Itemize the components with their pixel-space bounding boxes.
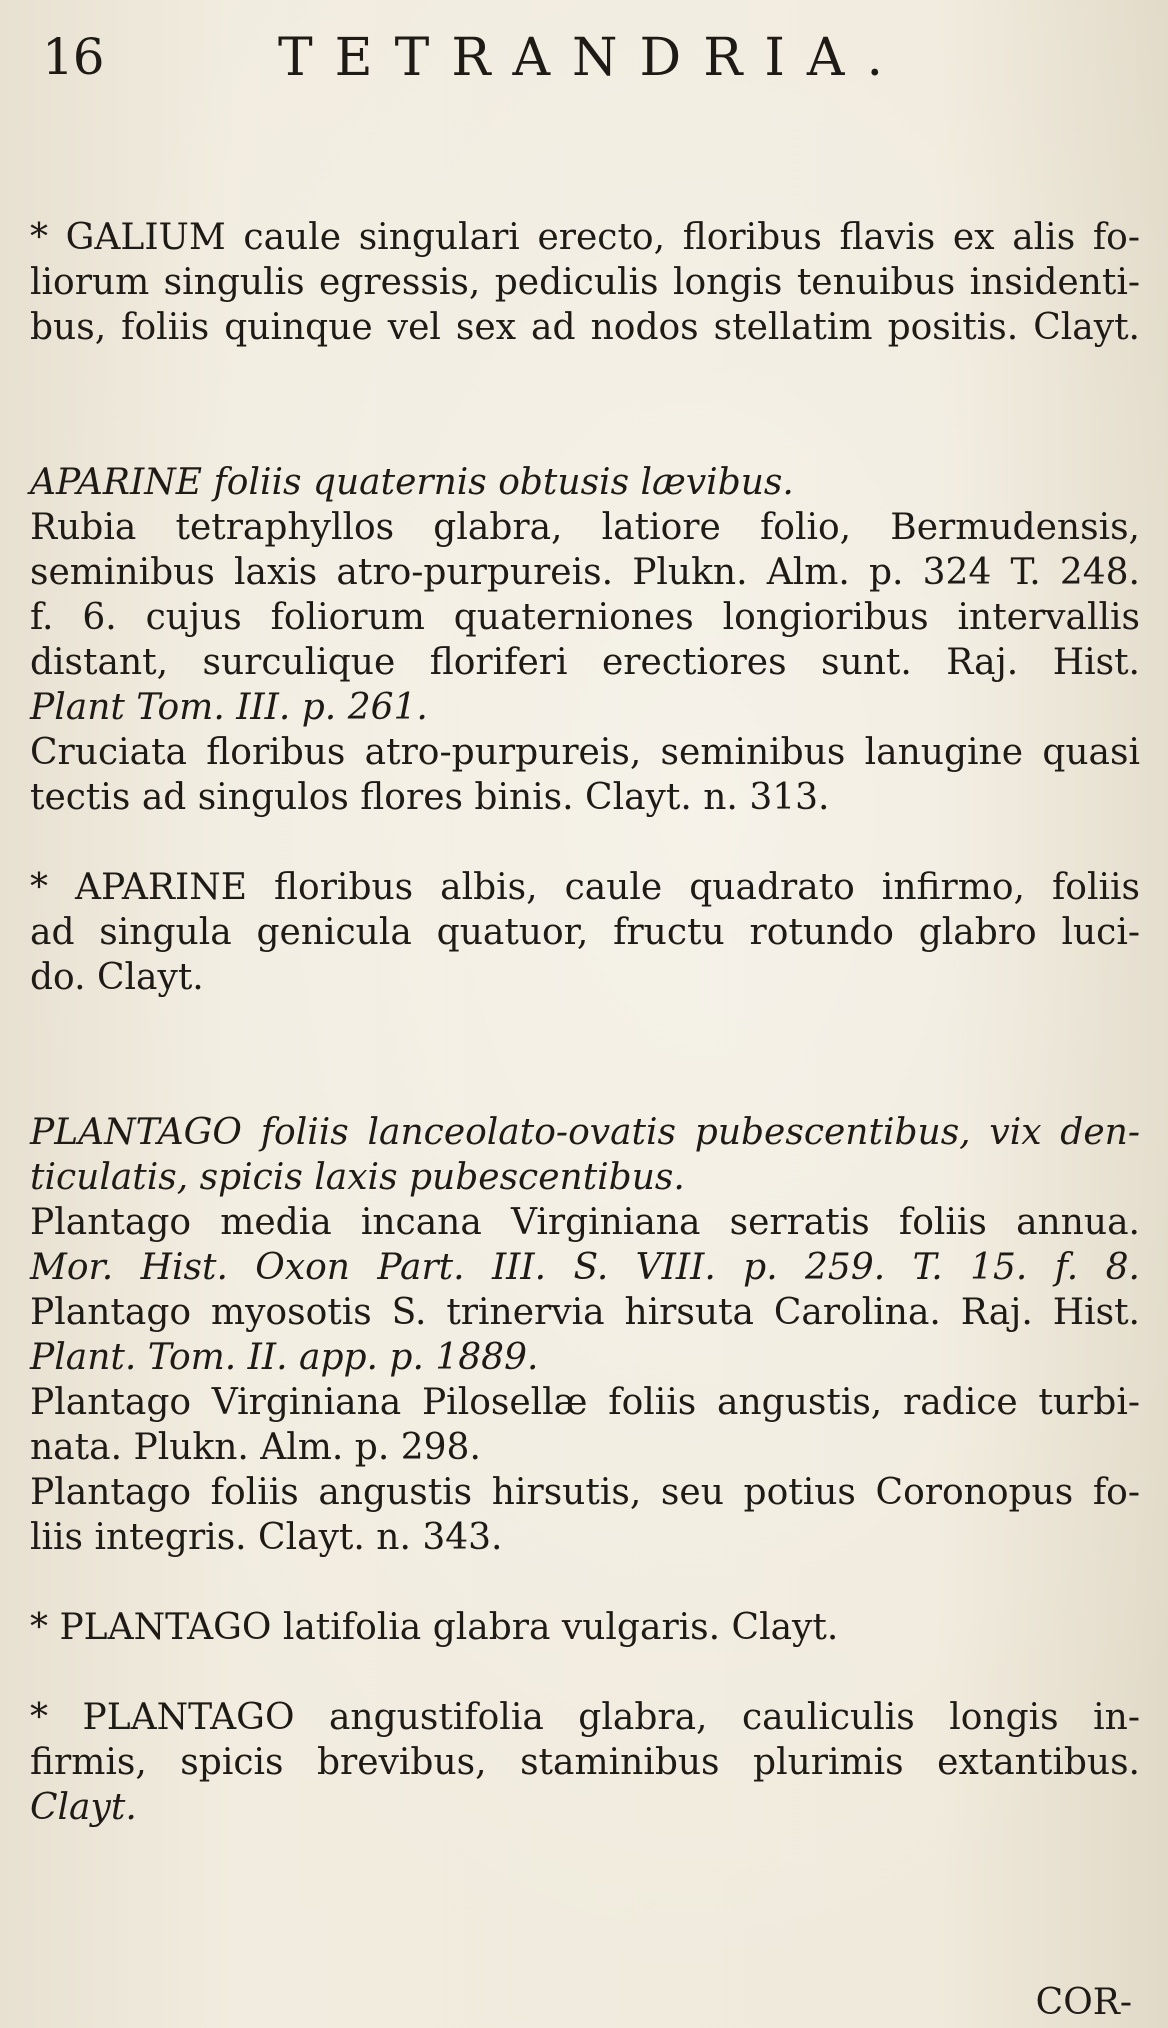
entry-aparine-line-7: Cruciata floribus atro-purpureis, seminibus lanugine quasi — [30, 732, 1140, 773]
running-title: TETRANDRIA. — [278, 28, 905, 88]
entry-plantago-line-6: Plant. Tom. II. app. p. 1889. — [30, 1337, 539, 1378]
entry-plantago-line-7: Plantago Virginiana Pilosellæ foliis angustis, radice turbi- — [30, 1382, 1140, 1423]
entry-aparine-line-5: distant, surculique floriferi erectiores sunt. Raj. Hist. — [30, 642, 1140, 683]
page-number: 16 — [42, 28, 104, 86]
entry-plantago-line-4: Mor. Hist. Oxon Part. III. S. VIII. p. 259. T. 15. f. 8. — [30, 1247, 1140, 1288]
entry-aparine-albis-line-2: ad singula genicula quatuor, fructu rotundo glabro luci- — [30, 912, 1140, 953]
entry-plantago-line-5: Plantago myosotis S. trinervia hirsuta Carolina. Raj. Hist. — [30, 1292, 1140, 1333]
entry-plantago-line-8: nata. Plukn. Alm. p. 298. — [30, 1427, 481, 1468]
entry-plantago-line-10: liis integris. Clayt. n. 343. — [30, 1517, 503, 1558]
entry-plantago-heading-1: PLANTAGO foliis lanceolato-ovatis pubescentibus, vix den- — [30, 1112, 1140, 1153]
entry-galium-line-1: * GALIUM caule singulari erecto, floribus flavis ex alis fo- — [30, 217, 1140, 258]
entry-aparine-line-6: Plant Tom. III. p. 261. — [30, 687, 428, 728]
entry-plantago-angustifolia-line-3: Clayt. — [30, 1787, 137, 1828]
entry-plantago-latifolia: * PLANTAGO latifolia glabra vulgaris. Clayt. — [30, 1607, 839, 1648]
entry-aparine-line-3: seminibus laxis atro-purpureis. Plukn. Alm. p. 324 T. 248. — [30, 552, 1140, 593]
entry-galium-line-2: liorum singulis egressis, pediculis longis tenuibus insidenti- — [30, 262, 1140, 303]
entry-aparine-albis-line-3: do. Clayt. — [30, 957, 204, 998]
entry-aparine-albis-line-1: * APARINE floribus albis, caule quadrato infirmo, foliis — [30, 867, 1140, 908]
entry-plantago-line-9: Plantago foliis angustis hirsutis, seu potius Coronopus fo- — [30, 1472, 1140, 1513]
entry-aparine-line-4: f. 6. cujus foliorum quaterniones longioribus intervallis — [30, 597, 1140, 638]
entry-plantago-line-3: Plantago media incana Virginiana serratis foliis annua. — [30, 1202, 1140, 1243]
entry-aparine-line-2: Rubia tetraphyllos glabra, latiore folio, Bermudensis, — [30, 507, 1140, 548]
catchword: COR- — [1035, 1982, 1132, 2023]
entry-aparine-line-8: tectis ad singulos flores binis. Clayt. n. 313. — [30, 777, 830, 818]
entry-galium-line-3: bus, foliis quinque vel sex ad nodos stellatim positis. Clayt. — [30, 307, 1140, 348]
entry-plantago-angustifolia-line-2: firmis, spicis brevibus, staminibus plurimis extantibus. — [30, 1742, 1140, 1783]
entry-aparine-heading: APARINE foliis quaternis obtusis lævibus. — [30, 462, 794, 503]
page-header — [28, 20, 1138, 90]
entry-plantago-angustifolia-line-1: * PLANTAGO angustifolia glabra, cauliculis longis in- — [30, 1697, 1140, 1738]
entry-plantago-heading-2: ticulatis, spicis laxis pubescentibus. — [30, 1157, 685, 1198]
